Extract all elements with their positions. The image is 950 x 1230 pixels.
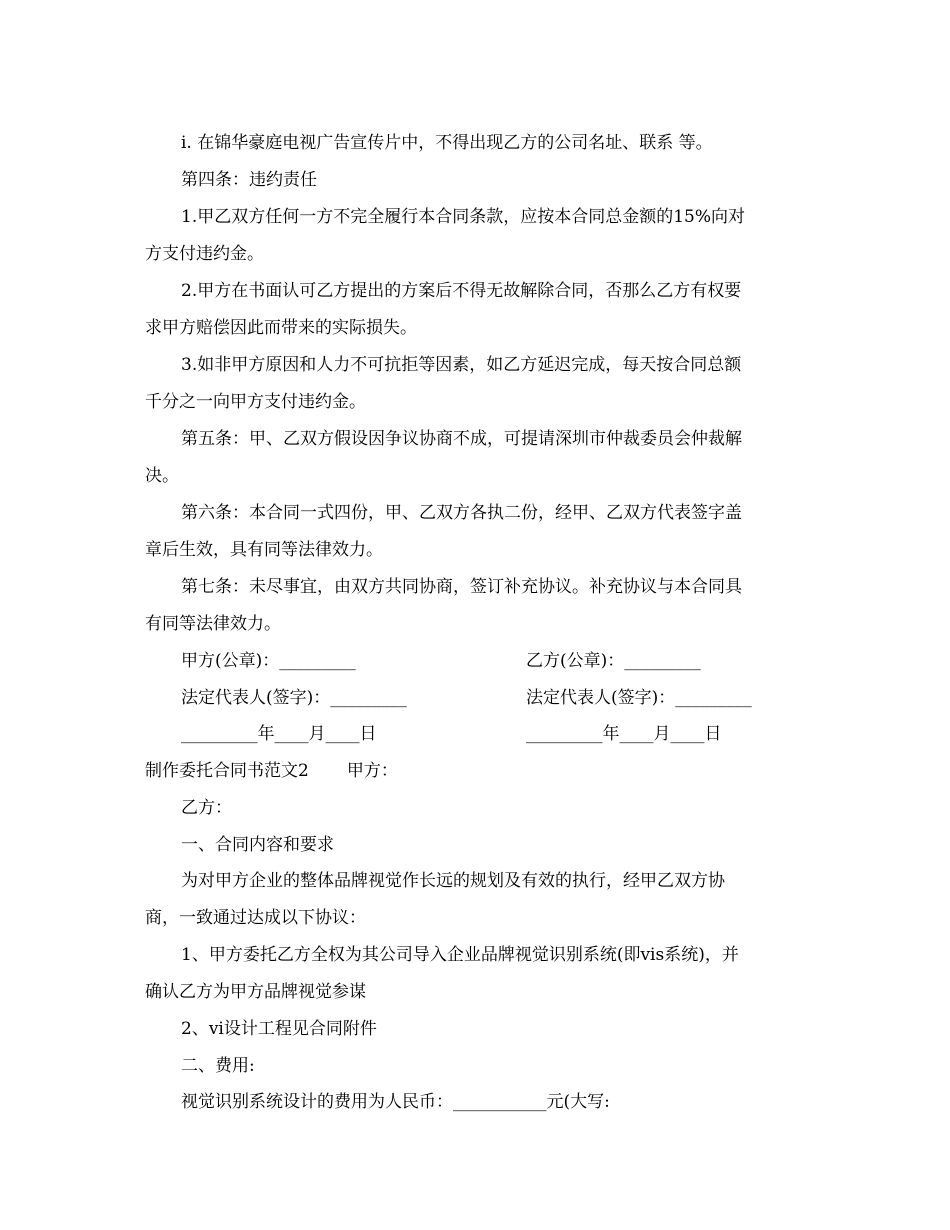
- article-4-item-2-cont: 求甲方赔偿因此而带来的实际损失。: [145, 318, 417, 338]
- section-1-intro: 为对甲方企业的整体品牌视觉作长远的规划及有效的执行，经甲乙双方协: [181, 871, 725, 891]
- second-contract-title: 制作委托合同书范文2: [145, 761, 309, 781]
- article-5: 第五条：甲、乙双方假设因争议协商不成，可提请深圳市仲裁委员会仲裁解: [181, 429, 742, 449]
- section-1-item-2: 2、vi设计工程见合同附件: [181, 1019, 377, 1039]
- clause-item-i: i. 在锦华豪庭电视广告宣传片中，不得出现乙方的公司名址、联系 等。: [181, 133, 713, 153]
- section-2-fee-line: 视觉识别系统设计的费用为人民币：___________元(大写:: [181, 1092, 610, 1112]
- article-4-item-2: 2.甲方在书面认可乙方提出的方案后不得无故解除合同，否那么乙方有权要: [181, 281, 742, 301]
- article-4-item-3: 3.如非甲方原因和人力不可抗拒等因素，如乙方延迟完成，每天按合同总额: [181, 355, 742, 375]
- section-1-heading: 一、合同内容和要求: [181, 835, 334, 855]
- article-4-heading: 第四条：违约责任: [181, 170, 317, 190]
- article-6: 第六条：本合同一式四份，甲、乙双方各执二份，经甲、乙双方代表签字盖: [181, 503, 742, 523]
- section-1-item-1-cont: 确认乙方为甲方品牌视觉参谋: [145, 982, 366, 1002]
- article-6-cont: 章后生效，具有同等法律效力。: [145, 540, 383, 560]
- party-b-representative: 法定代表人(签字)：_________: [526, 688, 752, 708]
- second-contract-title-line: [145, 759, 825, 783]
- article-7: 第七条：未尽事宜，由双方共同协商，签订补充协议。补充协议与本合同具: [181, 577, 742, 597]
- article-4-item-3-cont: 千分之一向甲方支付违约金。: [145, 392, 366, 412]
- party-a-representative: 法定代表人(签字)：_________: [181, 688, 407, 708]
- party-a-seal: 甲方(公章)：_________: [181, 651, 356, 671]
- section-2-heading: 二、费用:: [181, 1056, 255, 1076]
- article-7-cont: 有同等法律效力。: [145, 614, 281, 634]
- party-a-date: _________年____月____日: [181, 724, 377, 744]
- article-4-item-1-cont: 方支付违约金。: [145, 244, 264, 264]
- second-party-a-label: 甲方：: [346, 761, 398, 781]
- article-4-item-1: 1.甲乙双方任何一方不完全履行本合同条款，应按本合同总金额的15%向对: [181, 207, 746, 227]
- second-party-b-label: 乙方：: [181, 798, 232, 818]
- article-5-cont: 决。: [145, 466, 179, 486]
- party-b-date: _________年____月____日: [526, 724, 722, 744]
- section-1-item-1: 1、甲方委托乙方全权为其公司导入企业品牌视觉识别系统(即vis系统)，并: [181, 945, 739, 965]
- party-b-seal: 乙方(公章)：_________: [526, 651, 701, 671]
- section-1-intro-cont: 商，一致通过达成以下协议：: [145, 908, 366, 928]
